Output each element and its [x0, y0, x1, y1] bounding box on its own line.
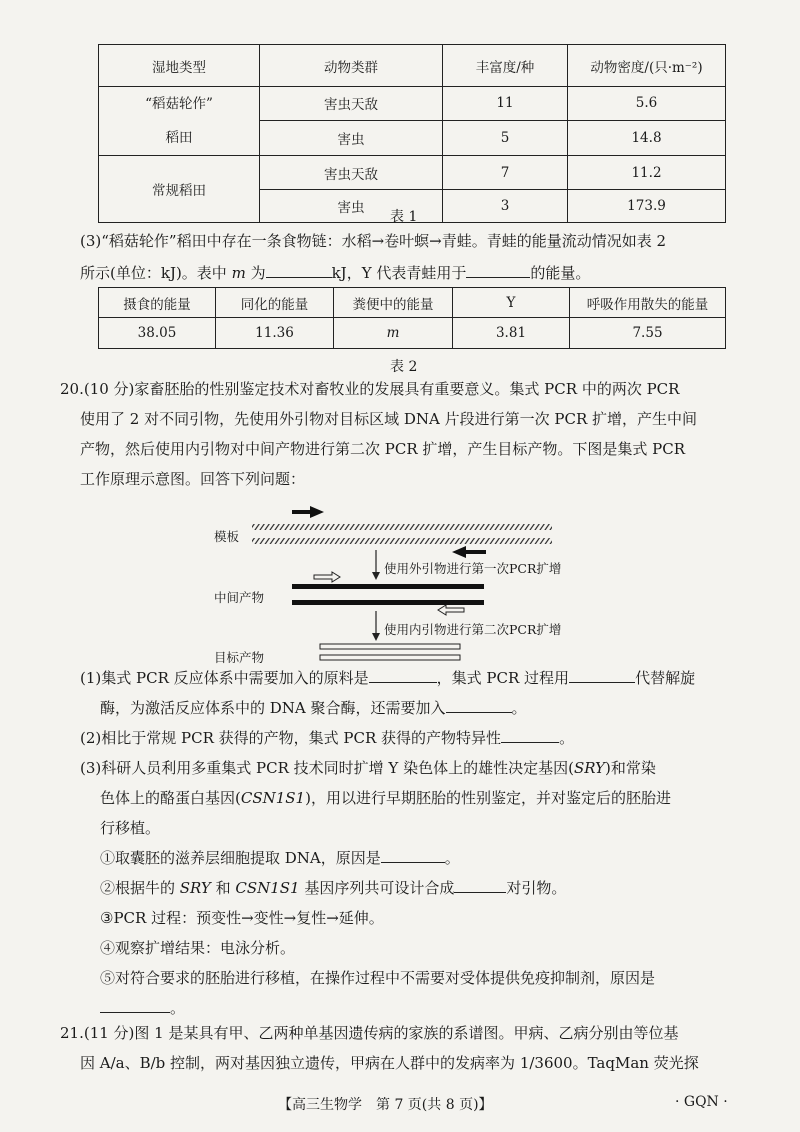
table2-header: 粪便中的能量	[334, 288, 453, 318]
answer-blank[interactable]	[446, 697, 512, 713]
q20-step5-end	[100, 997, 185, 1018]
q20-step1	[100, 847, 460, 868]
q20-step3: ③PCR 过程：预变性→变性→复性→延伸。	[100, 909, 384, 927]
q21-line1: 21.(11 分)图 1 是某具有甲、乙两种单基因遗传病的家族的系谱图。甲病、乙病分别由等位基	[60, 1024, 679, 1042]
table1-cell: 5	[443, 120, 568, 155]
q20-text: 酶，为激活反应体系中的 DNA 聚合酶，还需要加入	[100, 699, 446, 717]
outer-primer-forward-icon	[292, 506, 324, 518]
table1-cell: 害虫	[260, 190, 443, 223]
q20-step5: ⑤对符合要求的胚胎进行移植，在操作过程中不需要对受体提供免疫抑制剂，原因是	[100, 969, 656, 987]
table1-cell: 11.2	[568, 156, 726, 190]
table1-cell: 害虫天敌	[260, 87, 443, 121]
table1-cell: 害虫	[260, 120, 443, 155]
diagram-label-template: 模板	[214, 529, 240, 544]
table2-cell: 11.36	[216, 318, 334, 349]
table1-header: 动物类群	[260, 45, 443, 87]
table2-header: 呼吸作用散失的能量	[570, 288, 726, 318]
q3-text: 所示(单位：kJ)。表中	[80, 264, 232, 282]
intermediate-strand-top	[292, 584, 484, 589]
gene-sry: SRY	[179, 879, 211, 897]
table2-cell: 38.05	[99, 318, 216, 349]
table2-cell: 7.55	[570, 318, 726, 349]
q20-text: 。	[444, 849, 460, 867]
outer-primer-reverse-icon	[452, 546, 486, 558]
q20-text: ，集式 PCR 过程用	[436, 669, 570, 687]
q20-text: )，用以进行早期胚胎的性别鉴定，并对鉴定后的胚胎进	[305, 789, 671, 807]
target-strand-bottom	[320, 655, 460, 660]
table1-cell: 11	[443, 87, 568, 121]
table1-group-line: “稻菇轮作”	[145, 96, 213, 112]
table2-header: 摄食的能量	[99, 288, 216, 318]
table1-cell: 14.8	[568, 120, 726, 155]
table1-cell: 5.6	[568, 87, 726, 121]
answer-blank[interactable]	[501, 727, 559, 743]
gene-sry: SRY	[573, 759, 605, 777]
q3-line1: (3)“稻菇轮作”稻田中存在一条食物链：水稻→卷叶螟→青蛙。青蛙的能量流动情况如表 2	[80, 232, 667, 250]
table1-group-rice-mushroom	[99, 87, 260, 156]
q20-text: 色体上的酪蛋白基因(	[100, 789, 241, 807]
table2-cell: m	[334, 318, 453, 349]
table1-group-conventional: 常规稻田	[99, 156, 260, 223]
table1-cell: 173.9	[568, 190, 726, 223]
table2-header: Y	[453, 288, 570, 318]
nested-pcr-diagram	[200, 500, 620, 670]
table-2	[98, 287, 726, 349]
table1-group-line: 稻田	[165, 130, 193, 146]
answer-blank[interactable]	[466, 262, 530, 278]
q20-text: 。	[559, 729, 575, 747]
table2-caption: 表 2	[390, 359, 418, 375]
template-strand-top	[252, 524, 552, 530]
q20-intro-line: 20.(10 分)家畜胚胎的性别鉴定技术对畜牧业的发展具有重要意义。集式 PCR 中的两次 PCR	[60, 380, 680, 398]
q20-p3-line2	[100, 787, 671, 808]
intermediate-strand-bottom	[292, 600, 484, 605]
q20-step2	[100, 877, 566, 898]
table1-header: 丰富度/种	[443, 45, 568, 87]
q20-p1-line2	[100, 697, 527, 718]
table2-cell: 3.81	[453, 318, 570, 349]
answer-blank[interactable]	[266, 262, 332, 278]
q3-text: 的能量。	[530, 264, 591, 282]
table-1	[98, 44, 726, 223]
answer-blank[interactable]	[569, 667, 635, 683]
q3-var-m: m	[231, 264, 246, 282]
q20-text: (3)科研人员利用多重集式 PCR 技术同时扩增 Y 染色体上的雄性决定基因(	[80, 759, 574, 777]
table1-header: 湿地类型	[99, 45, 260, 87]
q20-text: ①取囊胚的滋养层细胞提取 DNA，原因是	[100, 849, 381, 867]
answer-blank[interactable]	[454, 877, 506, 893]
q20-p2	[80, 727, 574, 748]
q3-text: 为	[245, 264, 266, 282]
q3-text: kJ，Y 代表青蛙用于	[331, 264, 467, 282]
q20-intro-line: 产物，然后使用内引物对中间产物进行第二次 PCR 扩增，产生目标产物。下图是集式 PCR	[80, 440, 686, 458]
q20-p3-line1	[80, 757, 656, 778]
q20-p1-line1	[80, 667, 695, 688]
diagram-label-target: 目标产物	[214, 650, 265, 665]
q20-intro-line: 工作原理示意图。回答下列问题：	[80, 470, 306, 488]
table1-header: 动物密度/(只·m⁻²)	[568, 45, 726, 87]
q20-p3-line3: 行移植。	[100, 819, 161, 837]
table1-cell: 3	[443, 190, 568, 223]
inner-primer-forward-icon	[314, 572, 340, 582]
gene-csn1s1: CSN1S1	[235, 879, 300, 897]
gene-csn1s1: CSN1S1	[240, 789, 306, 807]
q20-text: 和	[210, 879, 236, 897]
q20-intro-line: 使用了 2 对不同引物，先使用外引物对目标区域 DNA 片段进行第一次 PCR 扩增，产生中间	[80, 410, 698, 428]
template-strand-bottom	[252, 538, 552, 544]
q20-text: 对引物。	[506, 879, 567, 897]
answer-blank[interactable]	[369, 667, 437, 683]
q20-text: 基因序列共可设计合成	[299, 879, 455, 897]
q3-line2	[80, 262, 590, 283]
q21-line2: 因 A/a、B/b 控制，两对基因独立遗传，甲病在人群中的发病率为 1/3600。TaqMan 荧光探	[80, 1054, 699, 1072]
q20-text: 代替解旋	[635, 669, 696, 687]
diagram-step1: 使用外引物进行第一次PCR扩增	[384, 561, 562, 576]
table1-cell: 害虫天敌	[260, 156, 443, 190]
diagram-step2: 使用内引物进行第二次PCR扩增	[384, 622, 562, 637]
answer-blank[interactable]	[381, 847, 445, 863]
q20-text: ②根据牛的	[100, 879, 180, 897]
q20-text: (1)集式 PCR 反应体系中需要加入的原料是	[80, 669, 369, 687]
table2-header: 同化的能量	[216, 288, 334, 318]
q20-text: 。	[511, 699, 527, 717]
answer-blank[interactable]	[100, 997, 170, 1013]
table1-cell: 7	[443, 156, 568, 190]
q20-text: (2)相比于常规 PCR 获得的产物，集式 PCR 获得的产物特异性	[80, 729, 502, 747]
target-strand-top	[320, 644, 460, 649]
diagram-label-intermediate: 中间产物	[214, 590, 265, 605]
q20-text: 。	[170, 999, 186, 1017]
page-footer: 【高三生物学 第 7 页(共 8 页)】	[278, 1097, 493, 1113]
q20-step4: ④观察扩增结果：电泳分析。	[100, 939, 296, 957]
table1-caption: 表 1	[390, 209, 418, 225]
inner-primer-reverse-icon	[438, 605, 464, 615]
exam-code: · GQN ·	[675, 1094, 728, 1110]
q20-text: )和常染	[604, 759, 656, 777]
